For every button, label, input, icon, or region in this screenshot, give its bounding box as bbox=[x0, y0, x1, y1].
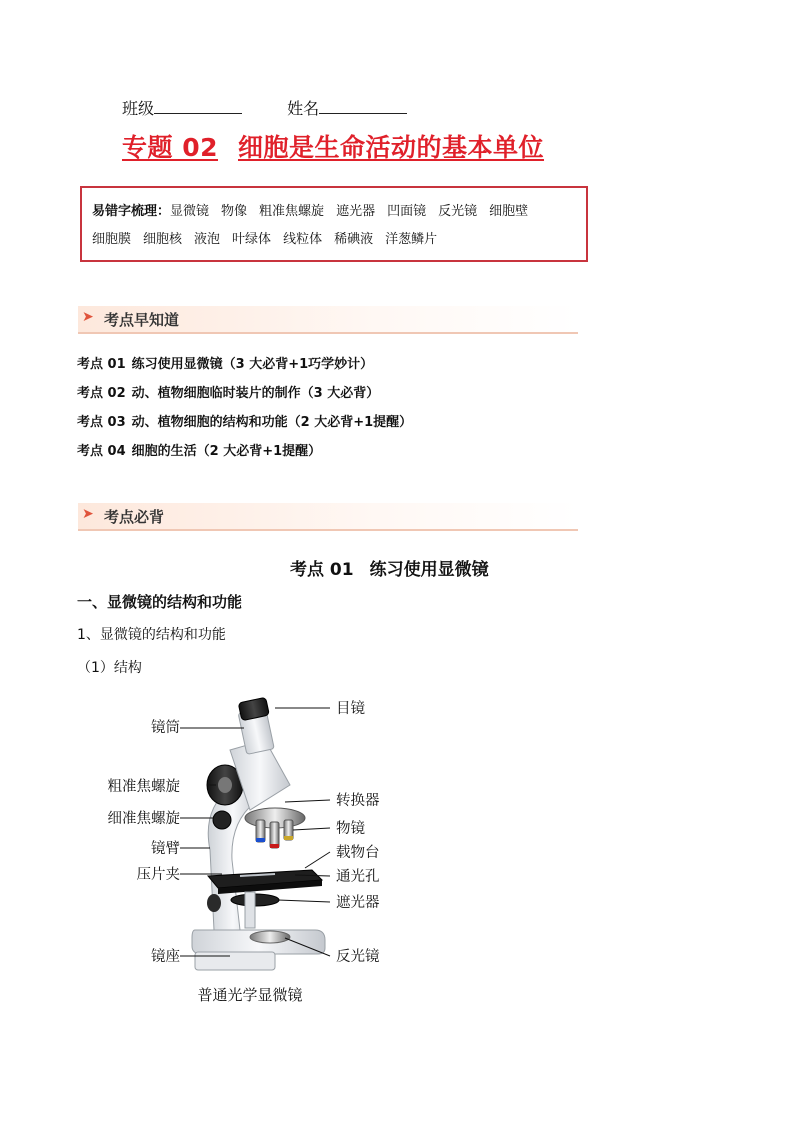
label-fine-focus: 细准焦螺旋 bbox=[107, 811, 180, 827]
error-words-label: 易错字梳理： bbox=[92, 204, 171, 219]
page-title bbox=[122, 128, 544, 164]
error-word: 细胞壁 bbox=[489, 204, 529, 219]
kaodian-item bbox=[77, 440, 321, 459]
error-words-row-1 bbox=[92, 198, 576, 226]
figure-caption: 普通光学显微镜 bbox=[197, 986, 303, 1004]
label-aperture: 通光孔 bbox=[336, 869, 380, 885]
error-words-box bbox=[80, 186, 588, 262]
kaodian-text: 练习使用显微镜（3 大必背+1巧学妙计） bbox=[131, 357, 374, 372]
error-word: 叶绿体 bbox=[232, 232, 272, 247]
title-main: 细胞是生命活动的基本单位 bbox=[238, 133, 545, 162]
kaodian-code: 考点 04 bbox=[77, 444, 126, 459]
kaodian-item bbox=[77, 353, 373, 372]
label-objective: 物镜 bbox=[336, 821, 365, 837]
label-diaphragm: 遮光器 bbox=[336, 895, 380, 911]
error-word: 粗准焦螺旋 bbox=[259, 204, 325, 219]
error-word: 物像 bbox=[221, 204, 248, 219]
arrow-icon: ➤ bbox=[82, 506, 94, 522]
kaodian-code: 考点 01 bbox=[77, 357, 126, 372]
label-arm: 镜臂 bbox=[151, 841, 180, 857]
error-word: 稀碘液 bbox=[334, 232, 374, 247]
kaodian-text: 动、植物细胞的结构和功能（2 大必背+1提醒） bbox=[131, 415, 413, 430]
error-word: 线粒体 bbox=[283, 232, 323, 247]
label-nosepiece: 转换器 bbox=[336, 793, 380, 809]
name-blank[interactable] bbox=[319, 99, 407, 114]
label-coarse-focus: 粗准焦螺旋 bbox=[107, 779, 180, 795]
label-base: 镜座 bbox=[151, 949, 180, 965]
label-eyepiece: 目镜 bbox=[336, 701, 365, 717]
label-stage: 载物台 bbox=[336, 845, 380, 861]
title-prefix: 专题 02 bbox=[122, 133, 218, 162]
class-name-line bbox=[122, 96, 407, 119]
paragraph-structure-function: 1、显微镜的结构和功能 bbox=[77, 627, 226, 643]
label-stage-clip: 压片夹 bbox=[136, 867, 180, 883]
error-word: 洋葱鳞片 bbox=[385, 232, 438, 247]
class-blank[interactable] bbox=[154, 99, 242, 114]
error-word: 凹面镜 bbox=[387, 204, 427, 219]
kaodian-item bbox=[77, 411, 412, 430]
microscope-drawing bbox=[192, 697, 325, 970]
section-title: 考点必背 bbox=[104, 508, 165, 526]
kaodian-text: 细胞的生活（2 大必背+1提醒） bbox=[131, 444, 322, 459]
kaodian-heading-code: 考点 01 bbox=[290, 560, 354, 580]
section-title: 考点早知道 bbox=[104, 311, 180, 329]
kaodian-text: 动、植物细胞临时装片的制作（3 大必背） bbox=[131, 386, 380, 401]
error-word: 显微镜 bbox=[170, 204, 210, 219]
kaodian-heading-text: 练习使用显微镜 bbox=[369, 560, 489, 580]
section-header-must-memorize bbox=[78, 503, 578, 531]
label-mirror: 反光镜 bbox=[336, 949, 380, 965]
class-label: 班级 bbox=[122, 99, 155, 118]
error-word: 反光镜 bbox=[438, 204, 478, 219]
paragraph-structure: （1）结构 bbox=[77, 660, 142, 676]
error-words-row-2 bbox=[92, 226, 576, 254]
kaodian-heading bbox=[290, 555, 489, 580]
kaodian-item bbox=[77, 382, 379, 401]
error-word: 液泡 bbox=[194, 232, 221, 247]
kaodian-code: 考点 03 bbox=[77, 415, 126, 430]
name-label: 姓名 bbox=[287, 99, 320, 118]
error-word: 遮光器 bbox=[336, 204, 376, 219]
error-word: 细胞膜 bbox=[92, 232, 132, 247]
error-word: 细胞核 bbox=[143, 232, 183, 247]
heading-structure-function: 一、显微镜的结构和功能 bbox=[77, 593, 243, 611]
label-tube: 镜筒 bbox=[151, 720, 180, 736]
section-header-preview bbox=[78, 306, 578, 334]
microscope-figure bbox=[80, 690, 420, 1020]
arrow-icon: ➤ bbox=[82, 309, 94, 325]
kaodian-code: 考点 02 bbox=[77, 386, 126, 401]
